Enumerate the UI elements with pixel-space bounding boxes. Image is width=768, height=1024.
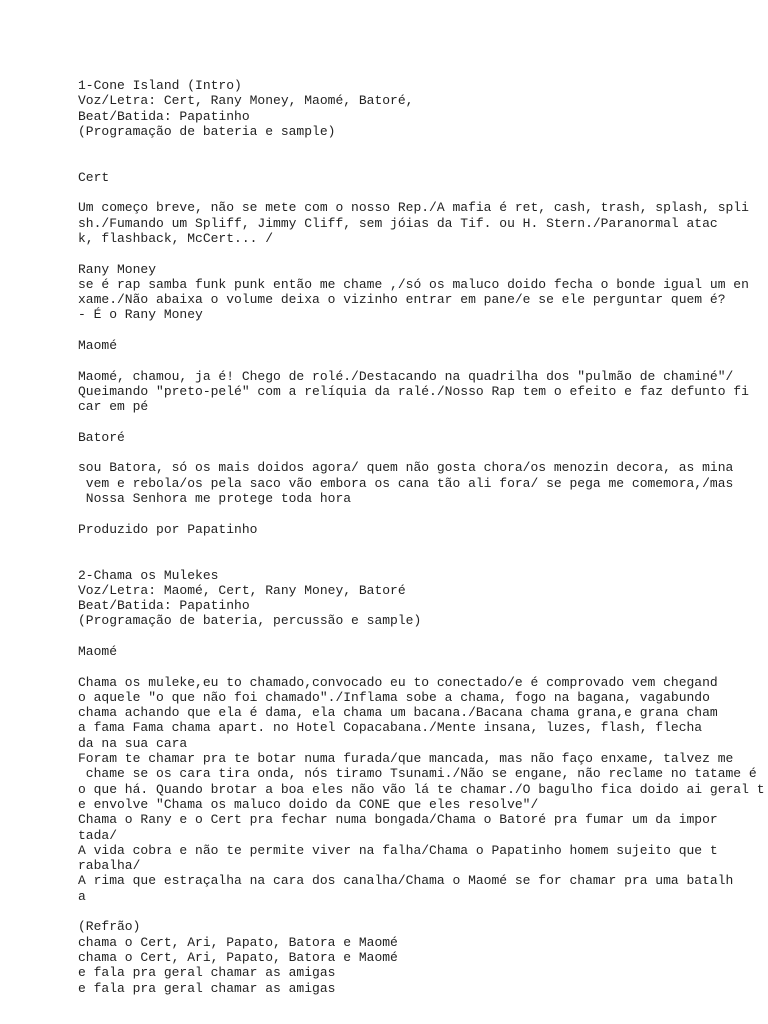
text-line: chama achando que ela é dama, ela chama um bacana./Bacana chama grana,e grana cham — [78, 705, 718, 721]
text-line: Chama o Rany e o Cert pra fechar numa bongada/Chama o Batoré pra fumar um da impor — [78, 812, 718, 828]
text-line: Maomé, chamou, ja é! Chego de rolé./Destacando na quadrilha dos "pulmão de chaminé"/ — [78, 368, 734, 384]
text-line — [78, 139, 758, 154]
text-line: e fala pra geral chamar as amigas — [78, 980, 336, 996]
text-line — [78, 537, 758, 552]
text-line: Beat/Batida: Papatinho — [78, 598, 250, 614]
text-line: Voz/Letra: Maomé, Cert, Rany Money, Batoré — [78, 582, 406, 598]
text-line: tada/ — [78, 827, 118, 843]
text-line: Cert — [78, 169, 110, 185]
text-line: rabalha/ — [78, 858, 141, 874]
text-line: 1-Cone Island (Intro) — [78, 78, 242, 93]
text-line: A rima que estraçalha na cara dos canalha/Chama o Maomé se for chamar pra uma batalh — [78, 873, 734, 889]
text-line: chama o Cert, Ari, Papato, Batora e Maomé — [78, 934, 398, 950]
text-line: Batoré — [78, 429, 125, 445]
text-line: Queimando "preto-pelé" com a relíquia da ralé./Nosso Rap tem o efeito e faz defunto fi — [78, 383, 749, 399]
text-line — [78, 154, 758, 169]
text-line: Voz/Letra: Cert, Rany Money, Maomé, Batoré, — [78, 93, 414, 109]
text-line: (Programação de bateria, percussão e sample) — [78, 613, 422, 629]
text-line: a fama Fama chama apart. no Hotel Copacabana./Mente insana, luzes, flash, flecha — [78, 720, 703, 736]
text-line: da na sua cara — [78, 735, 188, 751]
text-line: Chama os muleke,eu to chamado,convocado eu to conectado/e é comprovado vem chegand — [78, 674, 718, 690]
text-line — [78, 415, 758, 430]
text-line: car em pé — [78, 399, 149, 415]
text-line: sou Batora, só os mais doidos agora/ quem não gosta chora/os menozin decora, as mina — [78, 460, 734, 476]
document-page — [78, 78, 765, 1011]
text-line: xame./Não abaixa o volume deixa o vizinho entrar em pane/e se ele perguntar quem é? — [78, 292, 726, 308]
text-line — [78, 246, 758, 261]
text-line: - É o Rany Money — [78, 307, 203, 323]
text-line: k, flashback, McCert... / — [78, 230, 274, 246]
text-line: Um começo breve, não se mete com o nosso Rep./A mafia é ret, cash, trash, splash, spli — [78, 200, 749, 216]
text-line: chame se os cara tira onda, nós tiramo Tsunami./Não se engane, não reclame no tatame é — [78, 766, 757, 782]
text-line: A vida cobra e não te permite viver na falha/Chama o Papatinho homem sujeito que t — [78, 842, 718, 858]
text-line — [78, 659, 758, 674]
text-line — [78, 445, 758, 460]
text-line: Produzido por Papatinho — [78, 521, 258, 537]
text-line: chama o Cert, Ari, Papato, Batora e Maomé — [78, 949, 398, 965]
text-line: (Refrão) — [78, 919, 141, 935]
text-line — [78, 996, 758, 1011]
text-line — [78, 904, 758, 919]
text-line: (Programação de bateria e sample) — [78, 123, 336, 139]
text-line: se é rap samba funk punk então me chame ,/só os maluco doido fecha o bonde igual um en — [78, 276, 749, 292]
text-line: e fala pra geral chamar as amigas — [78, 965, 336, 981]
text-line: a — [78, 888, 86, 904]
text-line: o aquele "o que não foi chamado"./Inflama sobe a chama, fogo na bagana, vagabundo — [78, 689, 710, 705]
text-line — [78, 629, 758, 644]
text-line: Foram te chamar pra te botar numa furada/que mancada, mas não faço enxame, talvez me — [78, 751, 734, 767]
text-line: o que há. Quando brotar a boa eles não vão lá te chamar./O bagulho fica doido ai geral t — [78, 781, 765, 797]
text-line — [78, 552, 758, 567]
text-line: vem e rebola/os pela saco vão embora os cana tão ali fora/ se pega me comemora,/mas — [78, 475, 734, 491]
text-line: sh./Fumando um Spliff, Jimmy Cliff, sem jóias da Tif. ou H. Stern./Paranormal atac — [78, 215, 718, 231]
text-line: Maomé — [78, 643, 118, 659]
text-line: Beat/Batida: Papatinho — [78, 108, 250, 124]
text-line: e envolve "Chama os maluco doido da CONE que eles resolve"/ — [78, 796, 539, 812]
text-line — [78, 353, 758, 368]
text-line: Rany Money — [78, 261, 157, 277]
text-line — [78, 323, 758, 338]
text-line: Nossa Senhora me protege toda hora — [78, 491, 352, 507]
text-line: 2-Chama os Mulekes — [78, 567, 219, 583]
text-line: Maomé — [78, 338, 118, 354]
text-line — [78, 506, 758, 521]
text-line — [78, 185, 758, 200]
